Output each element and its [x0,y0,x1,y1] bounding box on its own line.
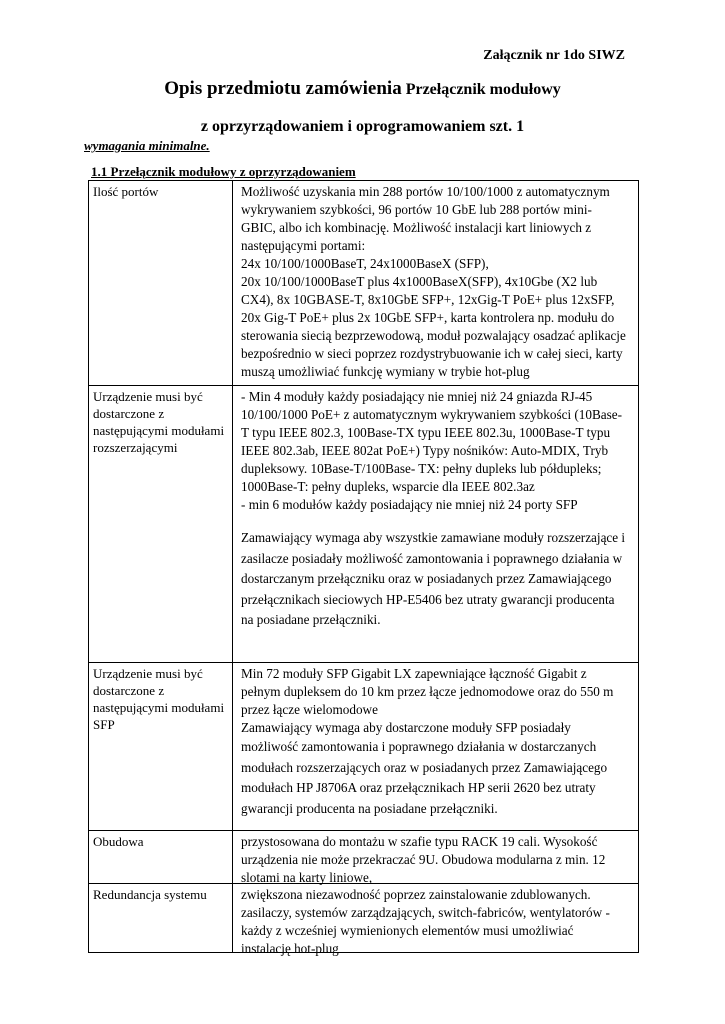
document-subtitle: z oprzyrządowaniem i oprogramowaniem szt. 1 [200,118,525,135]
text-line: 10/100/1000 PoE+ z automatycznym wykrywaniem szybkości (10Base- [241,407,623,422]
row-label: Redundancja systemu [89,884,233,952]
table-row [89,181,638,386]
row-value [233,884,638,956]
row-label: Ilość portów [89,181,233,385]
text-line: 20x 10/100/1000BaseT plus 4x1000BaseX(SFP), 4x10Gbe (X2 lub [241,274,598,289]
spec-table [88,180,639,956]
title-main: Opis przedmiotu zamówienia [164,78,402,99]
text-line: gwarancji producenta na posiadane przełączniki. [241,800,498,816]
annex-label: Załącznik nr 1do SIWZ [483,48,625,63]
text-line: T typu IEEE 802.3, 100Base-TX typu IEEE 802.3u, 1000Base-T typu [241,425,611,440]
text-line: sterowania siecią bezprzewodową, moduł pozwalający osadzać aplikacje [241,328,626,343]
text-line: 1000Base-T: pełny dupleks, wsparcie dla IEEE 802.3az [241,479,535,494]
row-label: Urządzenie musi być dostarczone z następującymi modułami SFP [89,663,233,830]
row-value [233,181,638,385]
text-line: instalację hot-plug [241,941,339,956]
text-line: - Min 4 moduły każdy posiadający nie mniej niż 24 gniazda RJ-45 [241,389,593,404]
document-title [0,78,725,100]
text-line: Możliwość uzyskania min 288 portów 10/100/1000 z automatycznym [241,184,610,199]
text-line: zasilacze posiadały możliwość zamontowania i poprawnego działania w [241,550,623,566]
text-line: każdy z wcześniej wymienionych elementów musi umożliwiać [241,923,574,938]
text-line: GBIC, albo ich kombinację. Możliwość instalacji kart liniowych z [241,220,592,235]
table-row [89,884,638,956]
text-line: IEEE 802.3ab, IEEE 802at PoE+) Typy nośników: Auto-MDIX, Tryb [241,443,609,458]
text-line: Min 72 moduły SFP Gigabit LX zapewniające łączność Gigabit z [241,666,587,681]
text-line: przełącznikach sieciowych HP-E5406 bez utraty gwarancji producenta [241,591,615,607]
text-line: bezpośrednio w sieci poprzez rozdystrybuowanie ich w całej sieci, karty [241,346,623,361]
text-line: 20x Gig-T PoE+ plus 2x 10GbE SFP+, karta kontrolera np. modułu do [241,310,615,325]
row-value [233,386,638,662]
text-line: modułach HP J8706A oraz przełącznikach HP serii 2620 bez utraty [241,780,596,795]
text-line: wykrywaniem szybkości, 96 portów 10 GbE lub 288 portów mini- [241,202,592,217]
text-line: Zamawiający wymaga aby dostarczone moduły SFP posiadały [241,720,571,735]
table-row [89,663,638,831]
title-sub: Przełącznik modułowy [405,81,561,98]
text-line: urządzenia nie może przekraczać 9U. Obudowa modularna z min. 12 [241,852,606,867]
text-line: pełnym dupleksem do 10 km przez łącze jednomodowe oraz do 550 m [241,684,614,699]
row-label: Urządzenie musi być dostarczone z następującymi modułami rozszerzającymi [89,386,233,662]
text-line: zwiększona niezawodność poprzez zainstalowanie zdublowanych. [241,887,591,902]
text-line: Zamawiający wymaga aby wszystkie zamawiane moduły rozszerzające i [241,530,626,545]
text-line: dupleksowy. 10Base-T/100Base- TX: pełny dupleks lub półdupleks; [241,461,602,476]
text-line: - min 6 modułów każdy posiadający nie mniej niż 24 porty SFP [241,497,578,512]
text-line: dostarczanym przełączniku oraz w posiadanych przez Zamawiającego [241,571,612,586]
text-line: na posiadane przełączniki. [241,612,381,627]
table-row [89,831,638,884]
text-line: przez łącze wielomodowe [241,702,378,717]
text-line: slotami na karty liniowe, [241,870,373,885]
text-line: CX4), 8x 10GBASE-T, 8x10GbE SFP+, 12xGig-T PoE+ plus 12xSFP, [241,292,615,307]
section-heading: 1.1 Przełącznik modułowy z oprzyrządowaniem [91,164,356,179]
text-line: następującymi portami: [241,238,366,253]
table-row [89,386,638,663]
row-value [233,831,638,883]
text-line: muszą umożliwiać funkcję wymiany w trybie hot-plug [241,364,530,379]
text-line: 24x 10/100/1000BaseT, 24x1000BaseX (SFP), [241,256,489,271]
requirements-note: wymagania minimalne. [84,138,210,153]
text-line: możliwość zamontowania i poprawnego działania w dostarczanych [241,739,597,754]
row-label: Obudowa [89,831,233,883]
row-value [233,663,638,830]
text-line: zasilaczy, systemów zarządzających, switch-fabriców, wentylatorów - [241,905,610,920]
text-line: przystosowana do montażu w szafie typu RACK 19 cali. Wysokość [241,834,598,849]
text-line: modułach rozszerzających oraz w posiadanych przez Zamawiającego [241,759,608,775]
